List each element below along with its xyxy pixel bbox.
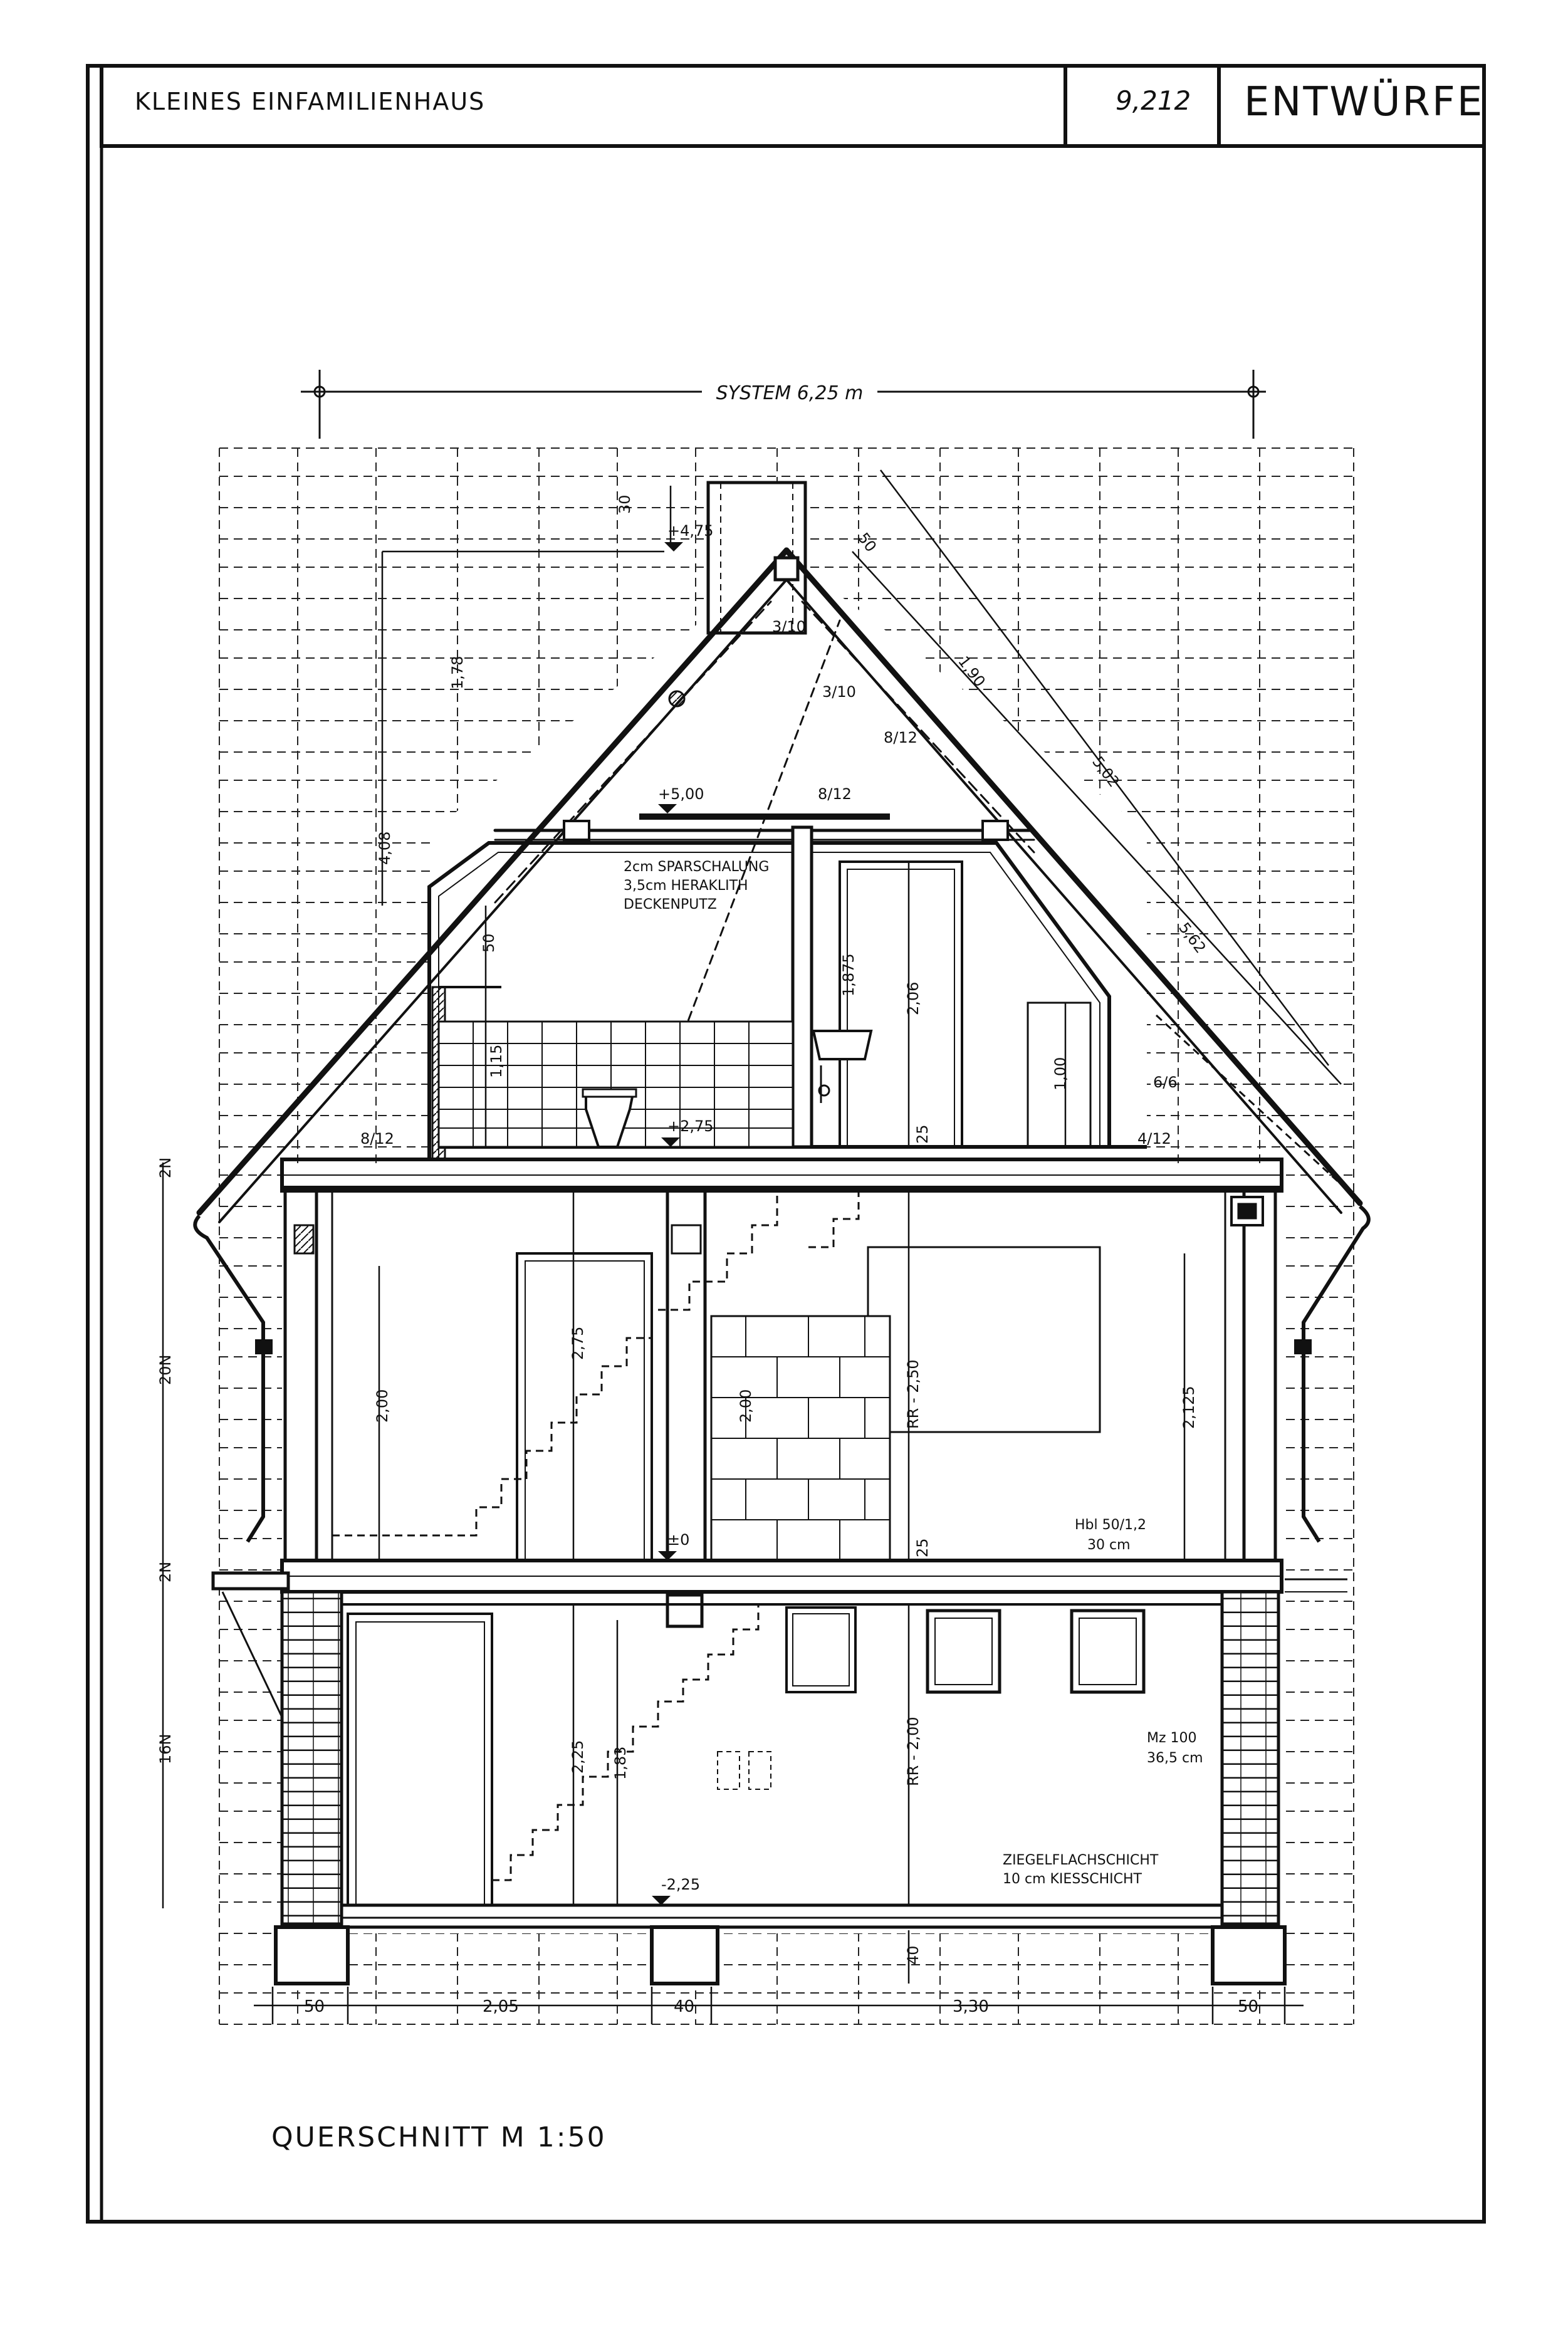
bottom-dim-2: 2,05 — [483, 1997, 519, 2016]
h-attic-knee: 1,00 — [1052, 1057, 1069, 1090]
bottom-dim-3: 40 — [674, 1997, 695, 2016]
h-attic-window: 1,875 — [840, 953, 857, 996]
dim-left-2: 20N — [157, 1354, 174, 1385]
h-basement-room: RR - 2,00 — [904, 1717, 922, 1786]
slope-dim-1: 50 — [854, 529, 880, 556]
level-ground: ±0 — [667, 1531, 690, 1549]
h-attic-wall: 50 — [480, 933, 498, 953]
h-ground-room: RR - 2,50 — [904, 1359, 922, 1429]
beam-7: 4/12 — [1137, 1130, 1171, 1148]
note-wall-2: 36,5 cm — [1147, 1750, 1203, 1766]
drawing-caption: QUERSCHNITT M 1:50 — [271, 2121, 607, 2153]
level-basement: -2,25 — [661, 1876, 701, 1893]
beam-6: 6/6 — [1153, 1074, 1178, 1091]
note-ceiling-1: 2cm SPARSCHALUNG — [624, 859, 770, 875]
slope-dim-2: 1,90 — [954, 652, 989, 691]
h-attic-total: 4,08 — [376, 831, 394, 865]
h-attic-wall-lower: 1,15 — [488, 1044, 505, 1078]
dim-left-4: 16N — [157, 1733, 174, 1764]
system-dimension-label: SYSTEM 6,25 m — [716, 382, 864, 404]
note-beam-1: Hbl 50/1,2 — [1075, 1517, 1147, 1533]
note-ceiling-2: 3,5cm HERAKLITH — [624, 878, 748, 894]
beam-2: 3/10 — [822, 683, 856, 701]
dim-left-1: 2N — [157, 1157, 174, 1178]
h-ground-right: 2,125 — [1180, 1386, 1198, 1429]
level-attic-ceiling: +5,00 — [658, 785, 704, 803]
h-ground-door: 2,00 — [374, 1389, 391, 1423]
level-top: +4,75 — [667, 522, 714, 540]
note-floor-2: 10 cm KIESSCHICHT — [1003, 1871, 1142, 1887]
section-label: ENTWÜRFE — [1244, 79, 1485, 125]
beam-3: 8/12 — [884, 729, 917, 746]
h-ground-floor: 2,75 — [569, 1326, 587, 1360]
note-beam-2: 30 cm — [1087, 1537, 1131, 1553]
h-foundation: 40 — [904, 1945, 922, 1965]
slope-dim-4: 5,62 — [1175, 919, 1210, 957]
note-ceiling-3: DECKENPUTZ — [624, 897, 717, 912]
h-attic-door: 2,06 — [904, 981, 922, 1015]
h-roof-top: 30 — [616, 494, 634, 514]
note-wall-1: Mz 100 — [1147, 1730, 1197, 1746]
beam-4: 8/12 — [818, 785, 852, 803]
h-basement-stair: 1,83 — [612, 1746, 629, 1780]
bottom-dim-5: 50 — [1238, 1997, 1259, 2016]
system-dimension — [301, 370, 1266, 439]
header-title: KLEINES EINFAMILIENHAUS — [135, 88, 486, 115]
h-attic-span: 25 — [914, 1124, 931, 1144]
slope-dim-3: 5,02 — [1089, 753, 1123, 791]
h-basement-floor: 2,25 — [569, 1740, 587, 1774]
bottom-dim-1: 50 — [304, 1997, 325, 2016]
h-ground-wall: 2,00 — [737, 1389, 755, 1423]
building-background — [282, 555, 1285, 1933]
dim-left-3: 2N — [157, 1561, 174, 1582]
page-number: 9,212 — [1116, 85, 1191, 116]
h-attic-left: 1,78 — [449, 656, 466, 689]
h-ground-span: 25 — [914, 1538, 931, 1557]
note-floor-1: ZIEGELFLACHSCHICHT — [1003, 1853, 1159, 1868]
level-attic-floor: +2,75 — [667, 1117, 714, 1135]
bottom-dim-4: 3,30 — [953, 1997, 989, 2016]
beam-1: 3/10 — [772, 618, 806, 635]
beam-5: 8/12 — [360, 1130, 394, 1148]
